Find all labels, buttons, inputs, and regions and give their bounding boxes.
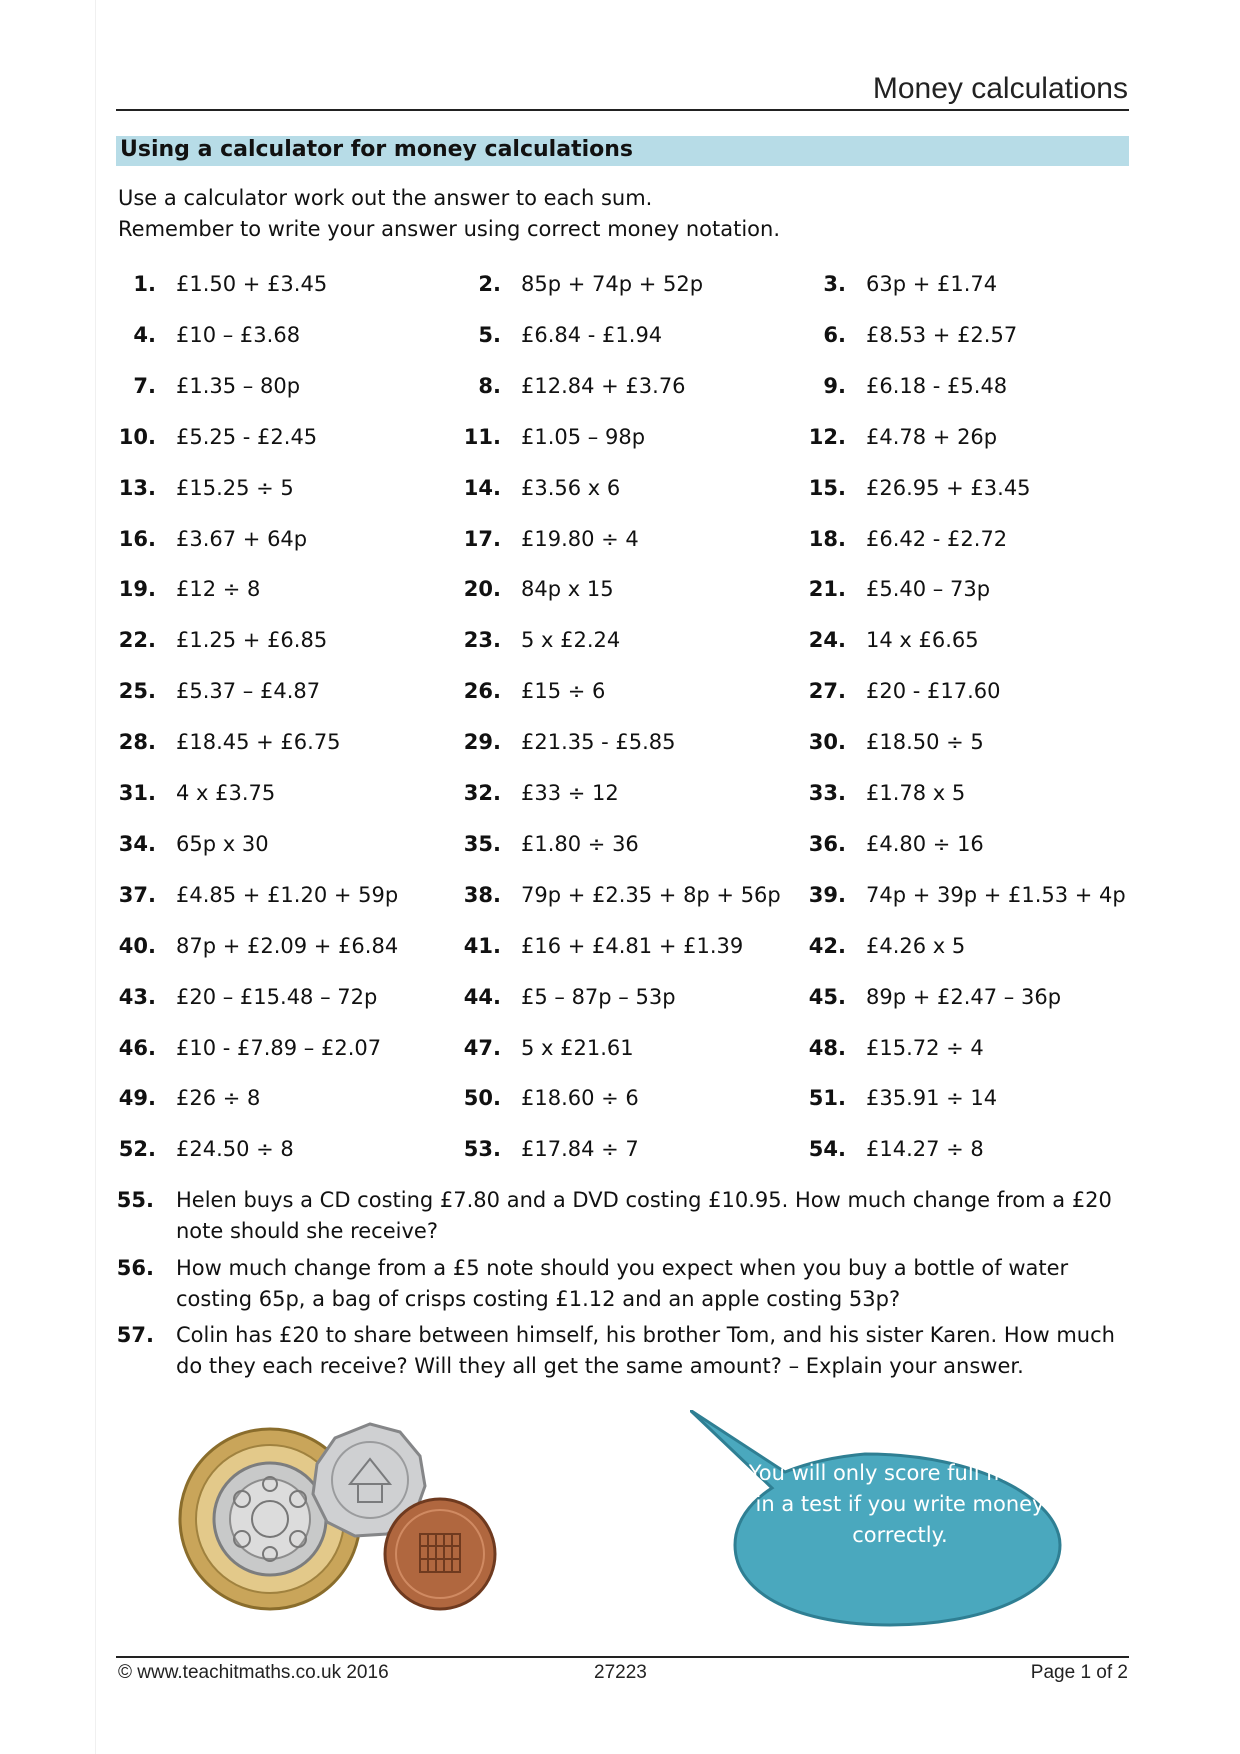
problem-number: 41. [463,933,501,958]
problem-number: 57. [116,1323,154,1347]
problem-item [788,730,984,754]
problem-number: 39. [808,882,846,907]
problem-item [443,832,639,856]
problem-number: 1. [133,272,156,296]
problem-number: 42. [808,933,846,958]
problem-number: 53. [463,1137,501,1162]
problem-number: 52. [118,1137,156,1162]
problem-number: 2. [478,272,501,296]
page-edge [95,0,96,1754]
problem-number: 45. [808,984,846,1009]
problem-expression: 5 x £21.61 [521,1035,634,1060]
tip-text: You will only score full marks in a test if you write money correctly. [748,1461,1052,1547]
problem-text: Colin has £20 to share between himself, his brother Tom, and his sister Karen. How much do they each receive? Will they all get the same amount? – Explain your answer. [176,1323,1115,1378]
problem-expression: £26 ÷ 8 [176,1086,261,1111]
problem-item [443,883,781,907]
problem-number: 13. [118,475,156,500]
problem-expression: 4 x £3.75 [176,781,276,805]
problem-item [98,527,307,551]
problem-item [788,679,1001,703]
problem-number: 43. [118,984,156,1009]
problem-number: 30. [808,730,846,755]
problem-expression: £1.25 + £6.85 [176,628,328,653]
problem-number: 26. [463,679,501,704]
problem-expression: £26.95 + £3.45 [866,475,1031,500]
problem-number: 47. [463,1035,501,1060]
problem-expression: £10 - £7.89 – £2.07 [176,1035,382,1060]
problem-item [98,374,300,398]
problem-text: Helen buys a CD costing £7.80 and a DVD costing £10.95. How much change from a £20 note should she receive? [176,1188,1112,1243]
problem-expression: £5.40 – 73p [866,577,991,602]
problem-item [788,934,965,958]
problem-item [98,832,269,856]
problem-expression: £1.50 + £3.45 [176,272,328,296]
problem-number: 44. [463,984,501,1009]
problem-expression: £18.50 ÷ 5 [866,730,984,755]
problem-expression: £12.84 + £3.76 [521,373,686,398]
problem-number: 48. [808,1035,846,1060]
problem-expression: £18.45 + £6.75 [176,730,341,755]
problem-item [788,832,984,856]
problem-expression: £19.80 ÷ 4 [521,526,639,551]
problem-expression: 85p + 74p + 52p [521,272,704,296]
problem-expression: 65p x 30 [176,831,269,856]
problem-item [443,1137,639,1161]
problem-item [788,323,1017,347]
problem-item [98,679,320,703]
problem-item [443,679,605,703]
problem-number: 29. [463,730,501,755]
problem-number: 22. [118,628,156,653]
problem-item [788,577,990,601]
problem-expression: £10 – £3.68 [176,322,301,347]
problem-number: 8. [478,373,501,398]
problem-number: 40. [118,933,156,958]
problem-number: 32. [463,781,501,805]
problem-expression: £4.85 + £1.20 + 59p [176,882,399,907]
footer-code: 27223 [594,1662,647,1683]
problem-number: 35. [463,831,501,856]
problem-number: 46. [118,1035,156,1060]
problem-item [788,425,997,449]
problem-expression: £20 – £15.48 – 72p [176,984,378,1009]
coins-icon [175,1414,515,1614]
problem-expression: £4.26 x 5 [866,933,966,958]
problem-expression: £21.35 - £5.85 [521,730,676,755]
problem-number: 25. [118,679,156,704]
problem-item [443,934,743,958]
problem-number: 18. [808,526,846,551]
problem-expression: £4.78 + 26p [866,424,998,449]
problem-item [443,374,686,398]
problem-expression: £5.37 – £4.87 [176,679,321,704]
problem-number: 7. [133,373,156,398]
problem-expression: £18.60 ÷ 6 [521,1086,639,1111]
problem-expression: £35.91 ÷ 14 [866,1086,998,1111]
problem-expression: 84p x 15 [521,577,614,602]
problem-number: 20. [463,577,501,602]
problem-number: 55. [116,1188,154,1212]
problem-expression: £20 - £17.60 [866,679,1001,704]
problem-expression: £1.80 ÷ 36 [521,831,639,856]
problem-number: 28. [118,730,156,755]
problem-expression: £8.53 + £2.57 [866,322,1018,347]
problem-item [98,323,300,347]
section-heading: Using a calculator for money calculations [120,137,633,162]
word-problem [116,1253,1129,1315]
problem-expression: £15.72 ÷ 4 [866,1035,984,1060]
problem-expression: £4.80 ÷ 16 [866,831,984,856]
word-problem [116,1185,1129,1247]
footer-page: Page 1 of 2 [1030,1662,1128,1683]
problem-expression: £15 ÷ 6 [521,679,606,704]
problem-item [788,628,979,652]
problem-item [443,1036,634,1060]
problem-item [788,985,1061,1009]
problem-number: 51. [808,1086,846,1111]
footer-copyright: © www.teachitmaths.co.uk 2016 [118,1662,389,1683]
problem-item [98,577,260,601]
problem-expression: £5.25 - £2.45 [176,424,318,449]
problem-item [98,1086,260,1110]
problem-expression: £5 – 87p – 53p [521,984,676,1009]
problem-item [788,781,965,805]
title-divider [116,109,1129,111]
problem-expression: 89p + £2.47 – 36p [866,984,1062,1009]
problem-number: 34. [118,831,156,856]
problem-number: 49. [118,1086,156,1111]
problem-item [788,1036,984,1060]
problem-item [788,272,997,296]
problem-item [443,577,614,601]
problem-item [788,1086,997,1110]
problem-expression: 79p + £2.35 + 8p + 56p [521,882,781,907]
problem-number: 31. [118,781,156,805]
problem-number: 54. [808,1137,846,1162]
problem-expression: £1.78 x 5 [866,781,966,805]
problem-number: 24. [808,628,846,653]
problem-number: 14. [463,475,501,500]
problem-number: 17. [463,526,501,551]
problem-item [788,527,1007,551]
problem-item [98,934,398,958]
problem-expression: £1.35 – 80p [176,373,301,398]
problem-item [98,883,398,907]
problem-item [98,272,327,296]
problem-number: 16. [118,526,156,551]
instruction-line: Remember to write your answer using correct money notation. [118,217,781,241]
page-title: Money calculations [872,72,1128,105]
problem-number: 38. [463,882,501,907]
word-problem [116,1320,1129,1382]
problem-expression: £1.05 – 98p [521,424,646,449]
problem-number: 50. [463,1086,501,1111]
problem-item [98,425,317,449]
problem-item [443,476,620,500]
problem-item [98,1137,294,1161]
problem-item [443,985,676,1009]
instructions [118,183,780,245]
problem-expression: £3.67 + 64p [176,526,308,551]
problem-number: 9. [823,373,846,398]
problem-item [788,883,1126,907]
problem-item [98,628,327,652]
problem-expression: £3.56 x 6 [521,475,621,500]
problem-expression: 5 x £2.24 [521,628,621,653]
problem-number: 56. [116,1256,154,1280]
problem-number: 4. [133,322,156,347]
problem-number: 21. [808,577,846,602]
problem-item [98,985,377,1009]
problem-expression: £12 ÷ 8 [176,577,261,602]
problem-expression: 14 x £6.65 [866,628,979,653]
problem-number: 11. [463,424,501,449]
problem-number: 10. [118,424,156,449]
problem-item [443,527,639,551]
problem-item [443,628,620,652]
problem-item [98,730,341,754]
problem-number: 33. [808,781,846,805]
problem-expression: 74p + 39p + £1.53 + 4p [866,882,1126,907]
problem-expression: 87p + £2.09 + £6.84 [176,933,399,958]
problem-expression: £24.50 ÷ 8 [176,1137,294,1162]
problem-number: 5. [478,322,501,347]
problem-text: How much change from a £5 note should you expect when you buy a bottle of water costing 65p, a bag of crisps costing £1.12 and an apple costing 53p? [176,1256,1069,1311]
problem-number: 6. [823,322,846,347]
instruction-line: Use a calculator work out the answer to each sum. [118,186,653,210]
problem-item [98,476,294,500]
problem-number: 37. [118,882,156,907]
problem-number: 36. [808,831,846,856]
problem-number: 3. [823,272,846,296]
problem-item [443,781,619,805]
problem-number: 12. [808,424,846,449]
problem-expression: £6.42 - £2.72 [866,526,1008,551]
problem-item [443,425,645,449]
problem-expression: £16 + £4.81 + £1.39 [521,933,744,958]
problem-item [443,1086,639,1110]
problem-expression: 63p + £1.74 [866,272,998,296]
problem-expression: £17.84 ÷ 7 [521,1137,639,1162]
problem-item [788,476,1031,500]
problem-item [98,781,275,805]
problem-expression: £6.84 - £1.94 [521,322,663,347]
problem-expression: £6.18 - £5.48 [866,373,1008,398]
problem-expression: £15.25 ÷ 5 [176,475,294,500]
problem-item [443,272,703,296]
problem-number: 23. [463,628,501,653]
problem-number: 27. [808,679,846,704]
problem-item [788,374,1007,398]
problem-expression: £33 ÷ 12 [521,781,619,805]
problem-number: 19. [118,577,156,602]
section-banner [116,136,1129,166]
problem-item [788,1137,984,1161]
problem-item [443,730,676,754]
problem-number: 15. [808,475,846,500]
problem-item [443,323,662,347]
footer-divider [116,1656,1129,1658]
problem-expression: £14.27 ÷ 8 [866,1137,984,1162]
problem-item [98,1036,381,1060]
